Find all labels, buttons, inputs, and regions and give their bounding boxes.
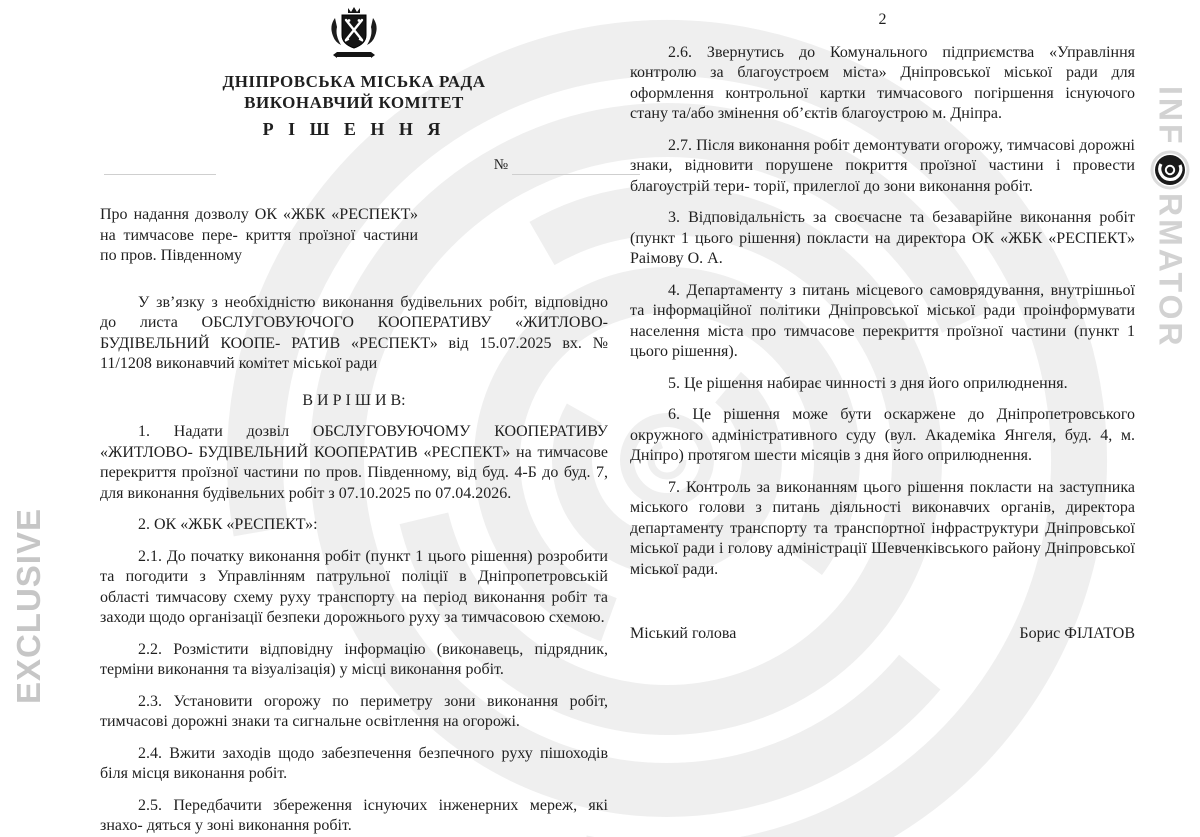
informator-watermark xyxy=(1150,86,1190,348)
signature-row xyxy=(630,624,1135,645)
paragraph-item-2-5: 2.5. Передбачити збереження існуючих інженерних мереж, які знахо- дяться у зоні виконання робіт. xyxy=(100,796,608,834)
informator-watermark-text-bottom: RMATOR xyxy=(1152,192,1189,349)
council-name: ДНІПРОВСЬКА МІСЬКА РАДА xyxy=(222,71,486,91)
paragraph-item-2: 2. ОК «ЖБК «РЕСПЕКТ»: xyxy=(138,516,318,533)
paragraph-item-2-4: 2.4. Вжити заходів щодо забезпечення безпечного руху пішоходів біля місця виконання робіт. xyxy=(100,744,608,782)
paragraph-item-6: 6. Це рішення може бути оскаржене до Дніпропетровського окружного адміністративного суду (вул. Академіка Янгеля, буд. 4, м. Дніпро) протягом шести місяців з дня його оприлюднення. xyxy=(630,406,1135,464)
date-blank-line xyxy=(104,158,216,175)
resolved-heading: В И Р І Ш И В: xyxy=(302,391,406,409)
signature-title: Міський голова xyxy=(630,625,737,642)
informator-spiral-logo-icon xyxy=(1150,150,1190,190)
signature-name: Борис ФІЛАТОВ xyxy=(1019,625,1135,642)
paragraph-item-2-3: 2.3. Установити огорожу по периметру зони виконання робіт, тимчасові дорожні знаки та сигнальне освітлення на огорожі. xyxy=(100,692,608,730)
informator-watermark-text-top: INF xyxy=(1152,86,1189,147)
number-sign: № xyxy=(493,156,508,173)
paragraph-item-5: 5. Це рішення набирає чинності з дня його оприлюднення. xyxy=(668,374,1068,392)
page-number: 2 xyxy=(878,11,887,28)
paragraph-item-1: 1. Надати дозвіл ОБСЛУГОВУЮЧОМУ КООПЕРАТИВУ «ЖИТЛОВО- БУДІВЕЛЬНИЙ КООПЕРАТИВ «РЕСПЕКТ» на тимчасове перекриття проїзної частини по пров. Південному, від буд. 4-Б до буд. 7, для виконання будівельних робіт з 07.10.2025 по 07.04.2026. xyxy=(100,423,608,502)
document-right-column xyxy=(630,10,1135,645)
paragraph-item-3: 3. Відповідальність за своєчасне та безаварійне виконання робіт (пункт 1 цього рішення) покласти на директора ОК «ЖБК «РЕСПЕКТ» Раімову О. А. xyxy=(630,209,1135,267)
dnipro-coat-of-arms xyxy=(100,6,608,67)
paragraph-item-4: 4. Департаменту з питань місцевого самоврядування, внутрішньої та інформаційної політики Дніпровської міської ради проінформувати населення міста про тимчасове перекриття проїзної частини (пункт 1 цього рішення). xyxy=(630,281,1135,360)
paragraph-item-2-6: 2.6. Звернутись до Комунального підприємства «Управління контролю за благоустроєм міста» Дніпровської міської ради для оформлення контрольної картки тимчасового погіршення існуючого стану та/або змінення об’єктів благоустрою м. Дніпра. xyxy=(630,43,1135,122)
paragraph-item-7: 7. Контроль за виконанням цього рішення покласти на заступника міського голови з питань діяльності виконавчих органів, директора департаменту транспорту та транспортної інфраструктури Дніпровської міської ради і голову адміністрації Шевченківського району Дніпровської міської ради. xyxy=(630,478,1135,578)
document-left-column xyxy=(100,6,608,837)
committee-name: ВИКОНАВЧИЙ КОМІТЕТ xyxy=(244,92,464,112)
paragraph-item-2-2: 2.2. Розмістити відповідну інформацію (виконавець, підрядник, терміни виконання та візуалізація) у місці виконання робіт. xyxy=(100,640,608,678)
paragraph-item-2-7: 2.7. Після виконання робіт демонтувати огорожу, тимчасові дорожні знаки, відновити порушене покриття проїзної частини і провести благоустрій тери- торії, прилеглої до зони виконання робіт. xyxy=(630,136,1135,195)
document-type-title: Р І Ш Е Н Н Я xyxy=(262,118,446,139)
number-row xyxy=(100,155,640,175)
exclusive-watermark-text: EXCLUSIVE xyxy=(10,508,47,705)
coat-of-arms-icon xyxy=(321,6,387,60)
number-blank-line xyxy=(512,158,640,175)
intro-paragraph: У зв’язку з необхідністю виконання будівельних робіт, відповідно до листа ОБСЛУГОВУЮЧОГО КООПЕРАТИВУ «ЖИТЛОВО-БУДІВЕЛЬНИЙ КООПЕ- РАТИВ «РЕСПЕКТ» від 15.07.2025 вх. № 11/1208 виконавчий комітет міської ради xyxy=(100,293,608,372)
exclusive-watermark xyxy=(10,508,48,709)
document-subject: Про надання дозволу ОК «ЖБК «РЕСПЕКТ» на тимчасове пере- криття проїзної частини по пров. Південному xyxy=(100,206,418,264)
paragraph-item-2-1: 2.1. До початку виконання робіт (пункт 1 цього рішення) розробити та погодити з Управлінням патрульної поліції в Дніпропетровській області тимчасову схему руху транспорту на період виконання робіт та заходи щодо організації безпеки дорожнього руху за тимчасовою схемою. xyxy=(100,547,608,626)
